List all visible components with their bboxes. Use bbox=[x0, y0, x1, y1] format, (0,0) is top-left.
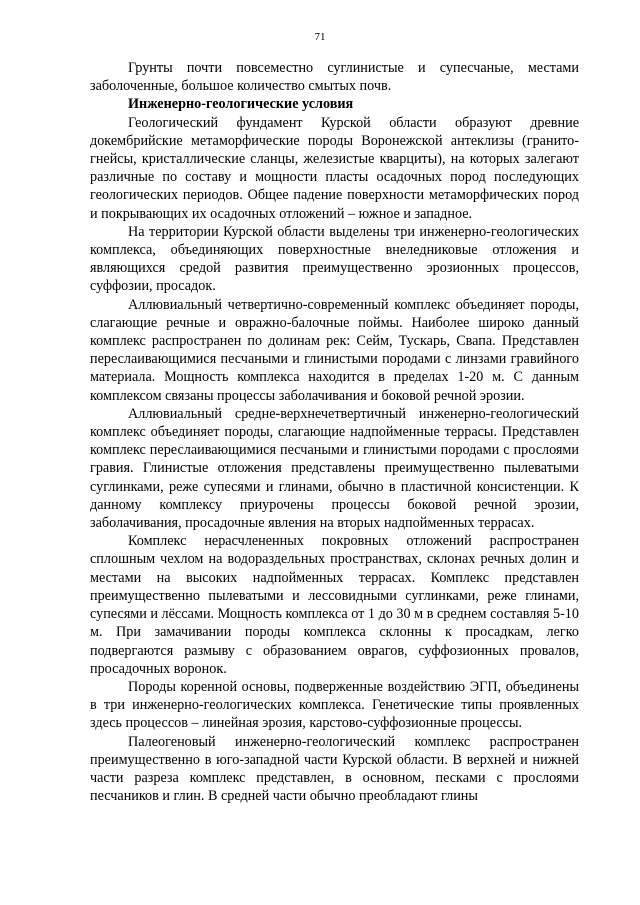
paragraph-cover-deposits: Комплекс нерасчлененных покровных отложений распространен сплошным чехлом на водораздельных пространствах, склонах речных долин и местами на высоких надпойменных террасах. Комплекс представлен преимущественно пылеватыми и лессовидными суглинками, реже глинами, супесями и лёссами. Мощность комплекса от 1 до 30 м в среднем составляя 5-10 м. При замачивании породы комплекса склонны к просадкам, легко подвергаются размыву с образованием оврагов, суффозионных провалов, просадочных воронок. bbox=[90, 533, 579, 677]
body-text bbox=[90, 59, 579, 805]
paragraph-alluvial-middle-upper: Аллювиальный средне-верхнечетвертичный инженерно-геологический комплекс объединяет породы, слагающие надпойменные террасы. Представлен комплекс переслаивающимися песчаными и глинистыми породами с прослоями гравия. Глинистые отложения представлены преимущественно пылеватыми суглинками, реже супесями и глинами, обычно в пластичной консистенции. К данному комплексу приурочены процессы боковой речной эрозии, заболачивания, просадочные явления на вторых надпойменных террасах. bbox=[90, 405, 579, 532]
paragraph-intro: Грунты почти повсеместно суглинистые и супесчаные, местами заболоченные, большое количество смытых почв. bbox=[90, 60, 579, 95]
paragraph-paleogene: Палеогеновый инженерно-геологический комплекс распространен преимущественно в юго-западной части Курской области. В верхней и нижней части разреза комплекс представлен, в основном, песками с прослоями песчаников и глин. В средней части обычно преобладают глины bbox=[90, 733, 579, 805]
paragraph-bedrock: Породы коренной основы, подверженные воздействию ЭГП, объединены в три инженерно-геологических комплекса. Генетические типы проявленных здесь процессов – линейная эрозия, карстово-суффозионные процессы. bbox=[90, 678, 579, 732]
section-heading: Инженерно-геологические условия bbox=[128, 96, 354, 113]
paragraph-alluvial-modern: Аллювиальный четвертично-современный комплекс объединяет породы, слагающие речные и овражно-балочные поймы. Наиболее широко данный комплекс распространен по долинам рек: Сейм, Тускарь, Свапа. Представлен переслаивающимися песчаными и глинистыми породами с линзами гравийного материала. Мощность комплекса находится в пределах 1-20 м. С данным комплексом связаны процессы заболачивания и боковой речной эрозии. bbox=[90, 296, 579, 404]
page-number: 71 bbox=[314, 31, 326, 43]
paragraph-three-complexes: На территории Курской области выделены три инженерно-геологических комплекса, объединяющих поверхностные внеледниковые отложения и являющихся средой развития преимущественно эрозионных процессов, суффозии, просадок. bbox=[90, 223, 579, 295]
paragraph-geological-foundation: Геологический фундамент Курской области образуют древние докембрийские метаморфические породы Воронежской антеклизы (гранито-гнейсы, кристаллические сланцы, железистые кварциты), на которых залегают различные по составу и мощности пласты осадочных пород последующих геологических периодов. Общее падение поверхности метаморфических пород и покрывающих их осадочных отложений – южное и западное. bbox=[90, 114, 579, 222]
